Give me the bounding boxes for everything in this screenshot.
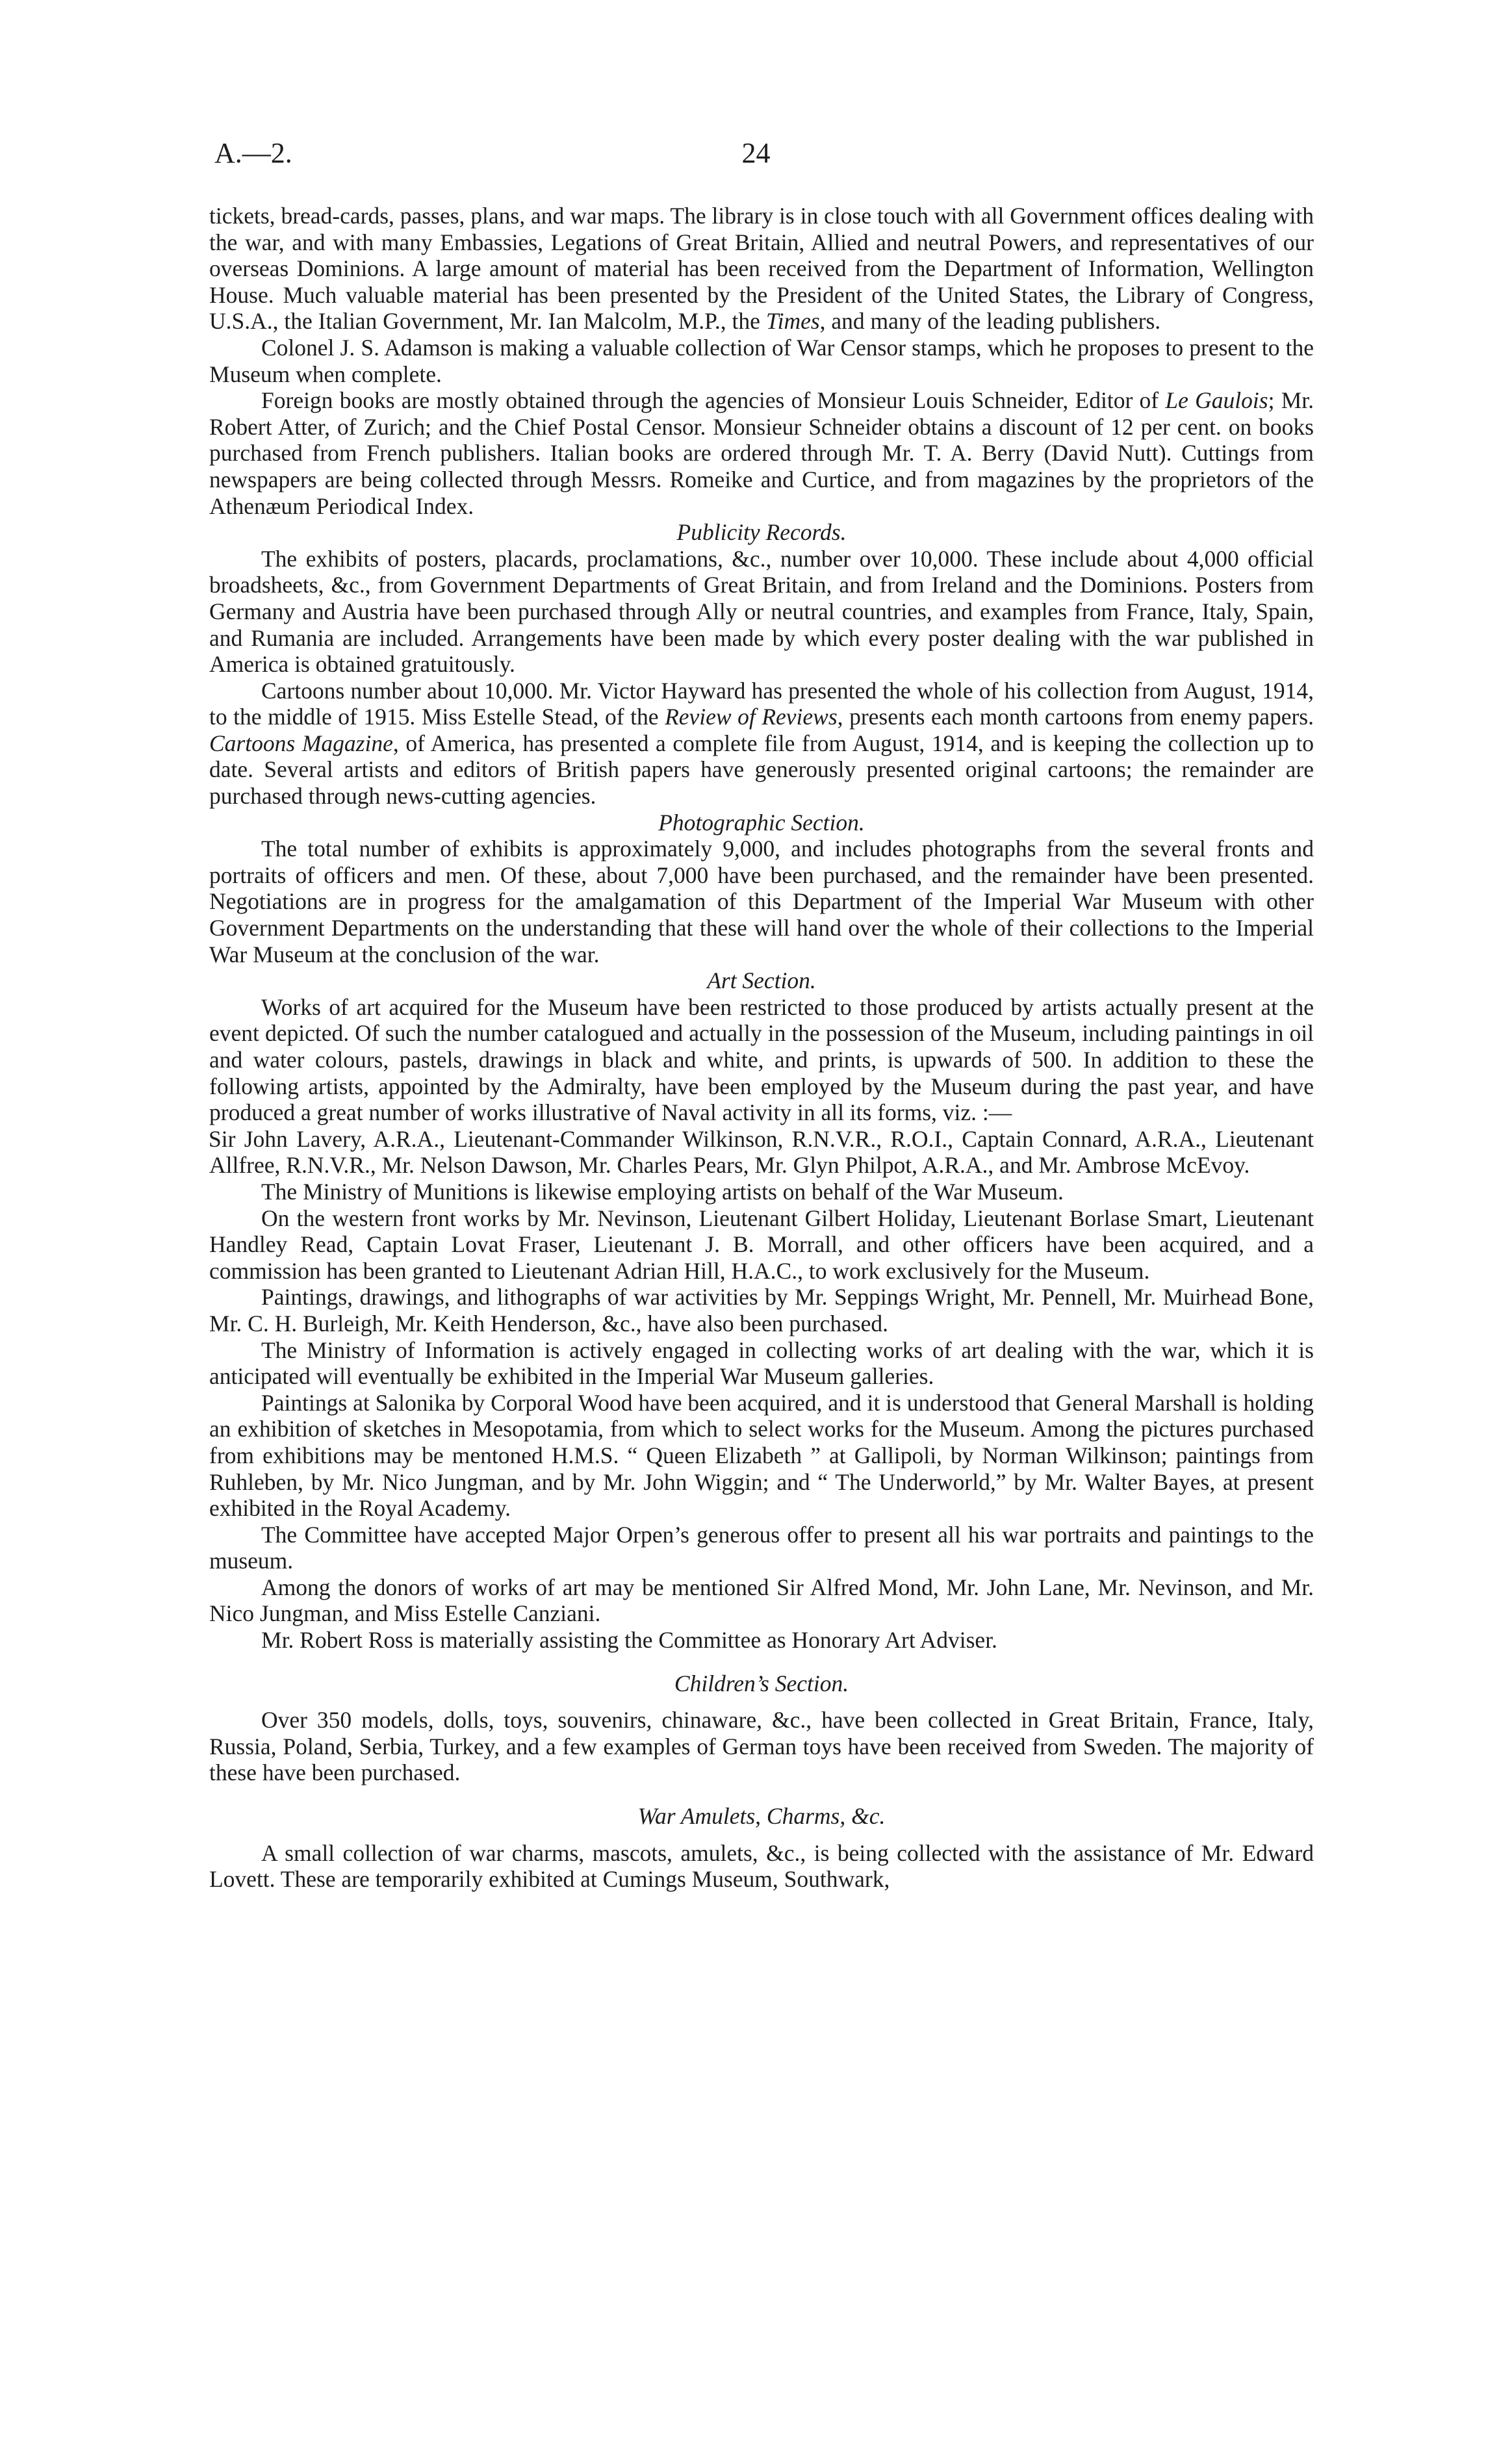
page-header [0, 136, 1512, 175]
times-title: Times [765, 308, 820, 335]
paragraph-photographs: The total number of exhibits is approximately 9,000, and includes photographs from the several fronts and portraits of officers and men. Of these, about 7,000 have been purchased, and the remainder have been presented. Negotiations are in progress for the amalgamation of this Department of the Imperial War Museum with other Government Departments on the understanding that these will hand over the whole of their collections to the Imperial War Museum at the conclusion of the war. [209, 836, 1314, 967]
heading-publicity-records: Publicity Records. [676, 519, 847, 546]
paragraph-salonika: Paintings at Salonika by Corporal Wood have been acquired, and it is understood that General Marshall is holding an exhibition of sketches in Mesopotamia, from which to select works for the Museum. Among the pictures purchased from exhibitions may be mentoned H.M.S. “ Queen Elizabeth ” at Gallipoli, by Norman Wilkinson; paintings from Ruhleben, by Mr. Nico Jungman, and by Mr. John Wiggin; and “ The Underworld,” by Mr. Walter Bayes, at present exhibited in the Royal Academy. [209, 1389, 1314, 1522]
document-reference: A.—2. [214, 137, 292, 169]
heading-photographic-section: Photographic Section. [658, 809, 865, 836]
paragraph-munitions: The Ministry of Munitions is likewise employing artists on behalf of the War Museum. [261, 1178, 1064, 1205]
paragraph-posters: The exhibits of posters, placards, proclamations, &c., number over 10,000. These include about 4,000 official broadsheets, &c., from Government Departments of Great Britain, and from Ireland and the Dominions. Posters from Germany and Austria have been purchased through Ally or neutral countries, and examples from France, Italy, Spain, and Rumania are included. Arrangements have been made by which every poster dealing with the war published in America is obtained gratuitously. [209, 545, 1314, 678]
heading-childrens-section: Children’s Section. [674, 1670, 849, 1696]
paragraph-toys: Over 350 models, dolls, toys, souvenirs, chinaware, &c., have been collected in Great Britain, France, Italy, Russia, Poland, Serbia, Turkey, and a few examples of German toys have been received from Sweden. The majority of these have been purchased. [209, 1707, 1314, 1786]
heading-war-amulets: War Amulets, Charms, &c. [637, 1803, 886, 1830]
document-body [209, 203, 1314, 1893]
paragraph-censor-stamps: Colonel J. S. Adamson is making a valuable collection of War Censor stamps, which he proposes to present to the Museum when complete. [209, 334, 1314, 387]
paragraph-text: Cartoons number about 10,000. Mr. Victor Hayward has presented the whole of his collection from August, 1914, to the middle of 1915. Miss Estelle Stead, of the [209, 677, 1314, 730]
paragraph-text: tickets, bread-cards, passes, plans, and war maps. The library is in close touch with all Government offices dealing with the war, and with many Embassies, Legations of Great Britain, Allied and neutral Powers, and representatives of our overseas Dominions. A large amount of material has been received from the Department of Information, Wellington House. Much valuable material has been presented by the President of the United States, the Library of Congress, U.S.A., the Italian Government, Mr. Ian Malcolm, M.P., the [209, 203, 1314, 335]
paragraph-lithographs: Paintings, drawings, and lithographs of war activities by Mr. Seppings Wright, Mr. Pennell, Mr. Muirhead Bone, Mr. C. H. Burleigh, Mr. Keith Henderson, &c., have also been purchased. [209, 1284, 1314, 1337]
cartoons-magazine-title: Cartoons Magazine [209, 730, 393, 756]
paragraph-text-end: , and many of the leading publishers. [819, 308, 1161, 335]
paragraph-cartoons [209, 678, 1314, 810]
paragraph-art-adviser: Mr. Robert Ross is materially assisting the Committee as Honorary Art Adviser. [261, 1627, 997, 1654]
review-of-reviews-title: Review of Reviews [665, 704, 838, 730]
paragraph-text-mid: , presents each month cartoons from enemy papers. [837, 704, 1314, 730]
paragraph-art-works: Works of art acquired for the Museum have been restricted to those produced by artists actually present at the event depicted. Of such the number catalogued and actually in the possession of the Museum, including paintings in oil and water colours, pastels, drawings in black and white, and prints, is upwards of 500. In addition to these the following artists, appointed by the Admiralty, have been employed by the Museum during the past year, and have produced a great number of works illustrative of Naval activity in all its forms, viz. :— [209, 993, 1314, 1126]
paragraph-donors: Among the donors of works of art may be mentioned Sir Alfred Mond, Mr. John Lane, Mr. Nevinson, and Mr. Nico Jungman, and Miss Estelle Canziani. [209, 1574, 1314, 1627]
heading-art-section: Art Section. [707, 967, 816, 994]
paragraph-ministry-information: The Ministry of Information is actively engaged in collecting works of art dealing with the war, which it is anticipated will eventually be exhibited in the Imperial War Museum galleries. [209, 1337, 1314, 1390]
paragraph-text-end: ; Mr. Robert Atter, of Zurich; and the Chief Postal Censor. Monsieur Schneider obtains a discount of 12 per cent. on books purchased from French publishers. Italian books are ordered through Mr. T. A. Berry (David Nutt). Cuttings from newspapers are being collected through Messrs. Romeike and Curtice, and from magazines by the proprietors of the Athenæum Periodical Index. [209, 387, 1314, 519]
paragraph-western-front: On the western front works by Mr. Nevinson, Lieutenant Gilbert Holiday, Lieutenant Borlase Smart, Lieutenant Handley Read, Captain Lovat Fraser, Lieutenant J. B. Morrall, and other officers have been acquired, and a commission has been granted to Lieutenant Adrian Hill, H.A.C., to work exclusively for the Museum. [209, 1205, 1314, 1284]
paragraph-orpen: The Committee have accepted Major Orpen’s generous offer to present all his war portraits and paintings to the museum. [209, 1521, 1314, 1574]
paragraph-foreign-books [209, 387, 1314, 519]
le-gaulois-title: Le Gaulois [1165, 387, 1268, 414]
paragraph-admiralty-artists: Sir John Lavery, A.R.A., Lieutenant-Commander Wilkinson, R.N.V.R., R.O.I., Captain Connard, A.R.A., Lieutenant Allfree, R.N.V.R., Mr. Nelson Dawson, Mr. Charles Pears, Mr. Glyn Philpot, A.R.A., and Mr. Ambrose McEvoy. [209, 1125, 1314, 1179]
paragraph-text-end: , of America, has presented a complete file from August, 1914, and is keeping the collection up to date. Several artists and editors of British papers have generously presented original cartoons; the remainder are purchased through news-cutting agencies. [209, 730, 1314, 810]
page-number: 24 [741, 137, 771, 169]
paragraph-charms: A small collection of war charms, mascots, amulets, &c., is being collected with the assistance of Mr. Edward Lovett. These are temporarily exhibited at Cumings Museum, Southwark, [209, 1839, 1314, 1893]
paragraph-text: Foreign books are mostly obtained through the agencies of Monsieur Louis Schneider, Editor of [261, 387, 1166, 414]
paragraph-library [209, 203, 1314, 335]
